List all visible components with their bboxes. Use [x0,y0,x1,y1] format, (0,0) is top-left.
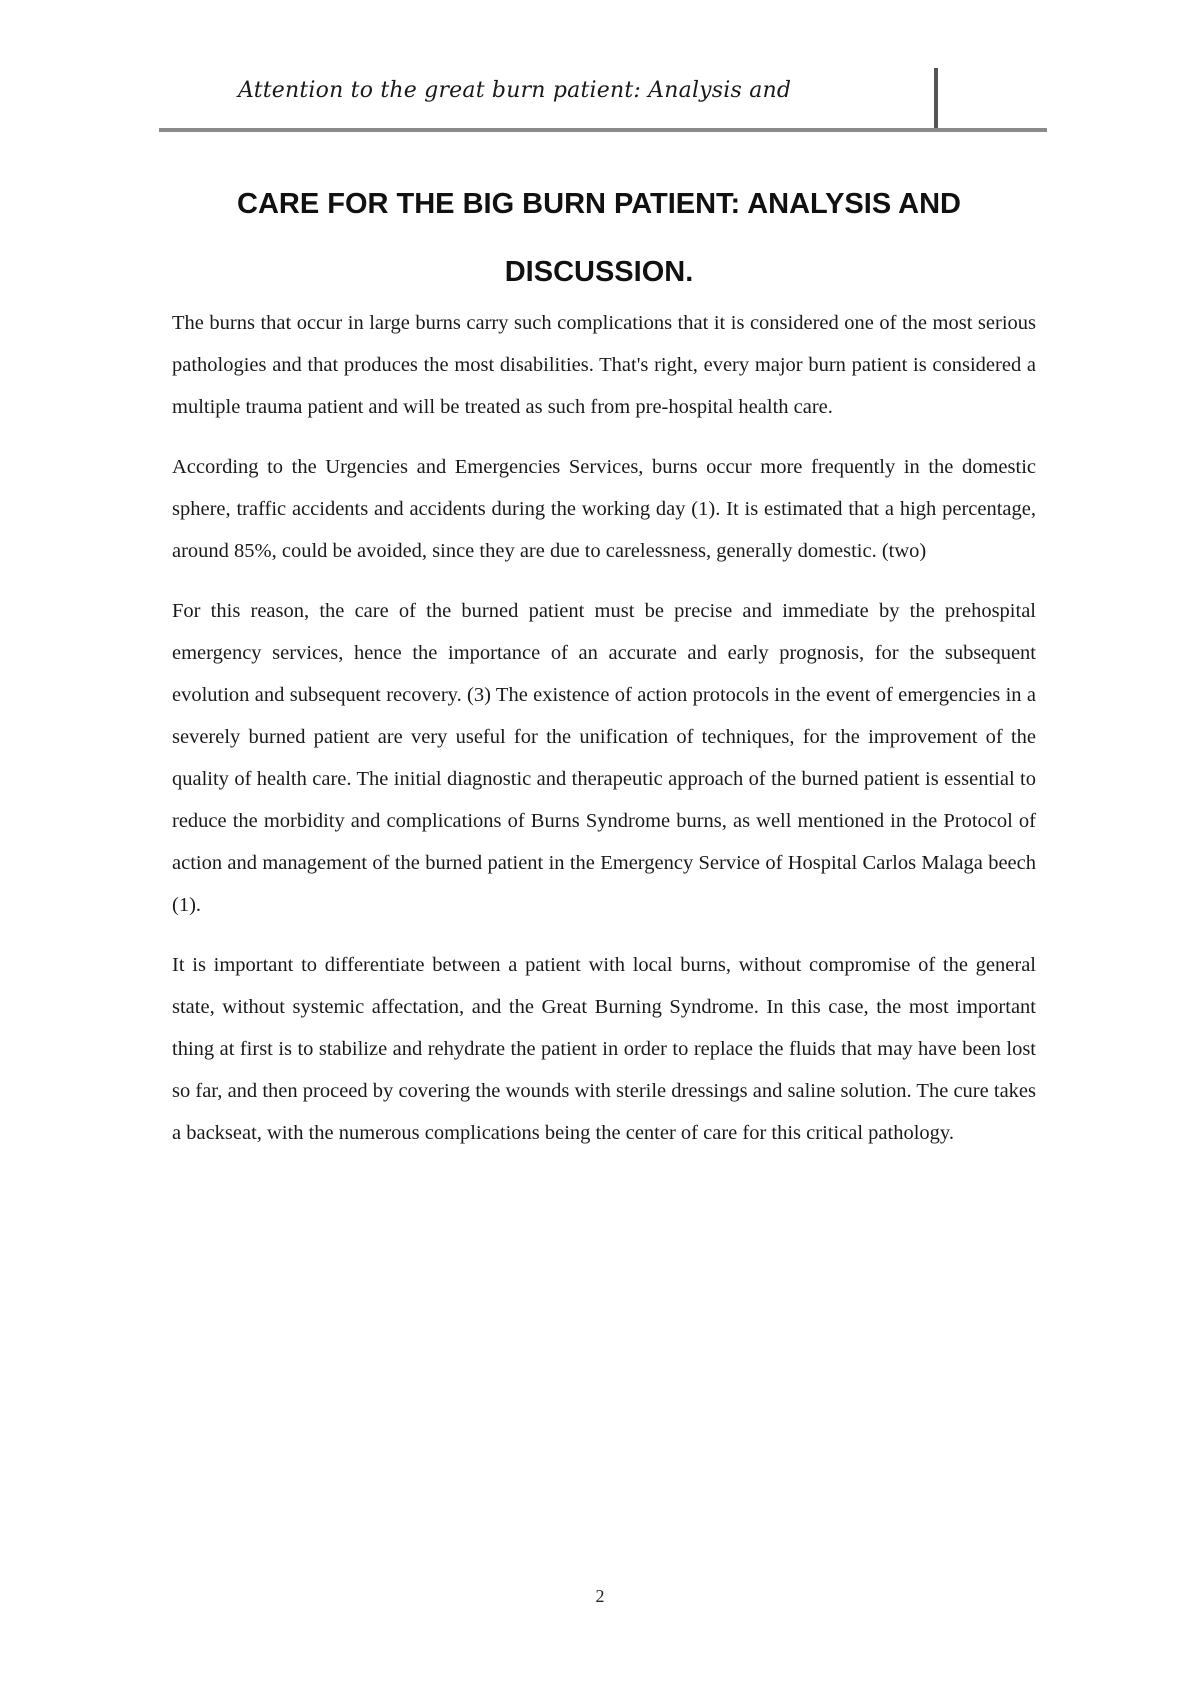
page-number: 2 [595,1586,605,1606]
paragraph: According to the Urgencies and Emergencies Services, burns occur more frequently in the domestic sphere, traffic accidents and accidents during the working day (1). It is estimated that a high percentage, around 85%, could be avoided, since they are due to carelessness, generally domestic. (two) [172,456,1036,562]
document-body [172,302,1036,1172]
paragraph: It is important to differentiate between a patient with local burns, without compromise of the general state, without systemic affectation, and the Great Burning Syndrome. In this case, the most important thing at first is to stabilize and rehydrate the patient in order to replace the fluids that may have been lost so far, and then proceed by covering the wounds with sterile dressings and saline solution. The cure takes a backseat, with the numerous complications being the center of care for this critical pathology. [172,954,1036,1144]
paragraph: The burns that occur in large burns carry such complications that it is considered one of the most serious pathologies and that produces the most disabilities. That's right, every major burn patient is considered a multiple trauma patient and will be treated as such from pre-hospital health care. [172,312,1036,418]
header-rule [159,128,1047,132]
paragraph: For this reason, the care of the burned patient must be precise and immediate by the prehospital emergency services, hence the importance of an accurate and early prognosis, for the subsequent evolution and subsequent recovery. (3) The existence of action protocols in the event of emergencies in a severely burned patient are very useful for the unification of techniques, for the improvement of the quality of health care. The initial diagnostic and therapeutic approach of the burned patient is essential to reduce the morbidity and complications of Burns Syndrome burns, as well mentioned in the Protocol of action and management of the burned patient in the Emergency Service of Hospital Carlos Malaga beech (1). [172,600,1036,916]
running-header: Attention to the great burn patient: Analysis and [238,78,792,103]
document-title: CARE FOR THE BIG BURN PATIENT: ANALYSIS AND DISCUSSION. [237,188,961,288]
header-vertical-bar [934,68,938,130]
